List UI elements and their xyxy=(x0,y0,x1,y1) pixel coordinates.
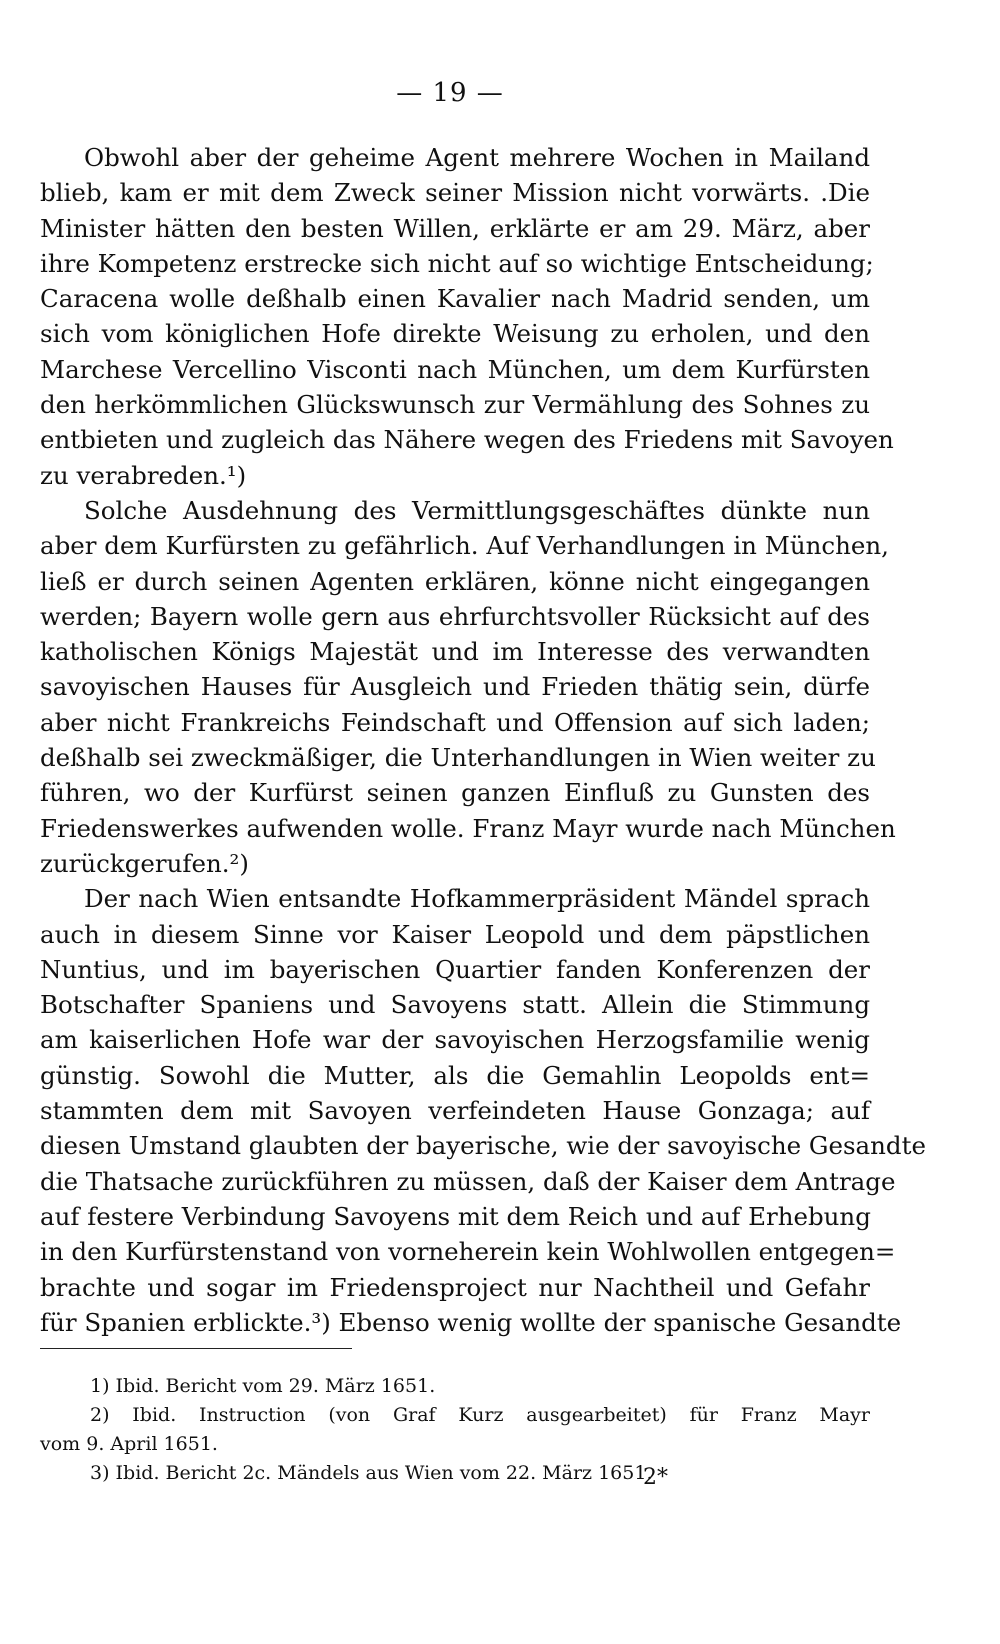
body-line: katholischen Königs Majestät und im Interesse des verwandten xyxy=(40,637,870,667)
body-line: aber nicht Frankreichs Feindschaft und Offension auf sich laden; xyxy=(40,707,870,737)
body-line: Nuntius, und im bayerischen Quartier fanden Konferenzen der xyxy=(40,954,870,984)
footnote-2: 2) Ibid. Instruction (von Graf Kurz ausgearbeitet) für Franz Mayr xyxy=(90,1404,870,1426)
body-line: ließ er durch seinen Agenten erklären, könne nicht eingegangen xyxy=(40,566,870,596)
body-line: Marchese Vercellino Visconti nach München, um dem Kurfürsten xyxy=(40,354,870,384)
body-line: aber dem Kurfürsten zu gefährlich. Auf Verhandlungen in München, xyxy=(40,531,889,561)
body-line: ihre Kompetenz erstrecke sich nicht auf so wichtige Entscheidung; xyxy=(40,248,874,278)
body-line: für Spanien erblickte.³) Ebenso wenig wollte der spanische Gesandte xyxy=(40,1307,902,1337)
body-line: führen, wo der Kurfürst seinen ganzen Einfluß zu Gunsten des xyxy=(40,778,870,808)
body-line: günstig. Sowohl die Mutter, als die Gemahlin Leopolds ent= xyxy=(40,1060,870,1090)
body-line: Minister hätten den besten Willen, erklärte er am 29. März, aber xyxy=(40,213,870,243)
body-line: brachte und sogar im Friedensproject nur Nachtheil und Gefahr xyxy=(40,1272,870,1302)
signature-mark: 2* xyxy=(643,1465,668,1490)
body-line: werden; Bayern wolle gern aus ehrfurchtsvoller Rücksicht auf des xyxy=(40,601,870,631)
body-line: Friedenswerkes aufwenden wolle. Franz Mayr wurde nach München xyxy=(40,813,896,843)
body-line: am kaiserlichen Hofe war der savoyischen Herzogsfamilie wenig xyxy=(40,1025,870,1055)
body-line: auch in diesem Sinne vor Kaiser Leopold und dem päpstlichen xyxy=(40,919,870,949)
body-line: Botschafter Spaniens und Savoyens statt. Allein die Stimmung xyxy=(40,990,870,1020)
body-line: die Thatsache zurückführen zu müssen, daß der Kaiser dem Antrage xyxy=(40,1166,896,1196)
body-line: sich vom königlichen Hofe direkte Weisung zu erholen, und den xyxy=(40,319,870,349)
footnote-1: 1) Ibid. Bericht vom 29. März 1651. xyxy=(90,1375,436,1397)
body-line: Caracena wolle deßhalb einen Kavalier nach Madrid senden, um xyxy=(40,284,870,314)
body-line: zu verabreden.¹) xyxy=(40,460,247,490)
body-line: auf festere Verbindung Savoyens mit dem Reich und auf Erhebung xyxy=(40,1201,871,1231)
footnote-3: 3) Ibid. Bericht 2c. Mändels aus Wien vom 22. März 1651. xyxy=(90,1462,653,1484)
footnotes xyxy=(40,1372,870,1488)
body-line: diesen Umstand glaubten der bayerische, wie der savoyische Gesandte xyxy=(40,1131,926,1161)
body-line: entbieten und zugleich das Nähere wegen des Friedens mit Savoyen xyxy=(40,425,894,455)
body-line: in den Kurfürstenstand von vorneherein kein Wohlwollen entgegen= xyxy=(40,1237,896,1267)
body-text xyxy=(40,140,926,1340)
body-line: den herkömmlichen Glückswunsch zur Vermählung des Sohnes zu xyxy=(40,390,870,420)
body-line: Der nach Wien entsandte Hofkammerpräsident Mändel sprach xyxy=(84,884,870,914)
body-line: Solche Ausdehnung des Vermittlungsgeschäftes dünkte nun xyxy=(84,495,870,525)
footnote-divider xyxy=(40,1348,352,1349)
body-line: Obwohl aber der geheime Agent mehrere Wochen in Mailand xyxy=(84,143,870,172)
body-line: stammten dem mit Savoyen verfeindeten Hause Gonzaga; auf xyxy=(40,1096,870,1126)
footnote-2-continued: vom 9. April 1651. xyxy=(40,1433,218,1455)
page-number: — 19 — xyxy=(396,78,504,108)
body-line: blieb, kam er mit dem Zweck seiner Mission nicht vorwärts. .Die xyxy=(40,178,870,208)
body-line: deßhalb sei zweckmäßiger, die Unterhandlungen in Wien weiter zu xyxy=(40,743,876,773)
body-line: zurückgerufen.²) xyxy=(40,848,249,878)
body-line: savoyischen Hauses für Ausgleich und Frieden thätig sein, dürfe xyxy=(40,672,870,702)
